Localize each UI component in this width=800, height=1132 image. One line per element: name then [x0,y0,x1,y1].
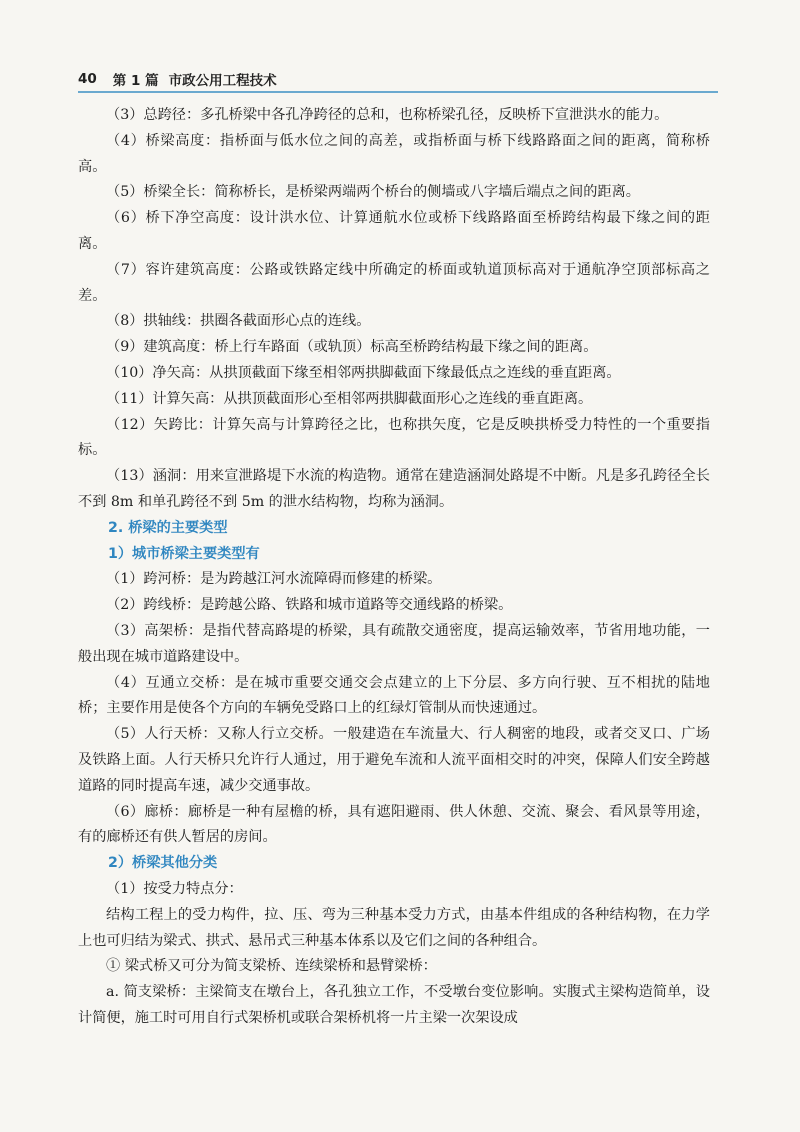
paragraph: 结构工程上的受力构件，拉、压、弯为三种基本受力方式，由基本件组成的各种结构物，在力学上也可归结为梁式、拱式、悬吊式三种基本体系以及它们之间的各种组合。 [78,906,710,949]
body-text [78,103,710,1032]
paragraph: （3）总跨径：多孔桥梁中各孔净跨径的总和，也称桥梁孔径，反映桥下宣泄洪水的能力。 [106,107,669,123]
paragraph: （13）涵洞：用来宣泄路堤下水流的构造物。通常在建造涵洞处路堤不中断。凡是多孔跨径全长不到 8m 和单孔跨径不到 5m 的泄水结构物，均称为涵洞。 [78,468,710,510]
header-rule [78,91,718,93]
page-number: 40 [78,71,97,87]
paragraph: （1）按受力特点分： [106,880,243,897]
subsection-heading: 2）桥梁其他分类 [108,855,218,872]
paragraph: （2）跨线桥：是跨越公路、铁路和城市道路等交通线路的桥梁。 [106,597,513,614]
section-title: 市政公用工程技术 [168,73,277,89]
paragraph: （1）跨河桥：是为跨越江河水流障碍而修建的桥梁。 [106,571,442,588]
section-heading: 2. 桥梁的主要类型 [108,519,228,536]
part-label: 第 1 篇 [112,73,159,89]
paragraph: （9）建筑高度：桥上行车路面（或轨顶）标高至桥跨结构最下缘之间的距离。 [106,339,598,356]
paragraph: （3）高架桥：是指代替高路堤的桥梁，具有疏散交通密度，提高运输效率，节省用地功能，一般出现在城市道路建设中。 [78,622,710,665]
paragraph: （4）桥梁高度：指桥面与低水位之间的高差，或指桥面与桥下线路路面之间的距离，简称桥高。 [78,132,710,175]
paragraph: （6）桥下净空高度：设计洪水位、计算通航水位或桥下线路路面至桥跨结构最下缘之间的距离。 [78,210,710,252]
paragraph: （11）计算矢高：从拱顶截面形心至相邻两拱脚截面形心之连线的垂直距离。 [106,390,593,407]
paragraph: a. 简支梁桥：主梁简支在墩台上，各孔独立工作，不受墩台变位影响。实腹式主梁构造简单，设计简便，施工时可用自行式架桥机或联合架桥机将一片主梁一次架设成 [78,984,710,1026]
paragraph: （12）矢跨比：计算矢高与计算跨径之比，也称拱矢度，它是反映拱桥受力特性的一个重要指标。 [78,416,710,459]
paragraph: （7）容许建筑高度：公路或铁路定线中所确定的桥面或轨道顶标高对于通航净空顶部标高之差。 [78,261,710,304]
paragraph: ① 梁式桥又可分为简支梁桥、连续梁桥和悬臂梁桥： [106,958,437,975]
paragraph: （10）净矢高：从拱顶截面下缘至相邻两拱脚截面下缘最低点之连线的垂直距离。 [106,364,621,381]
paragraph: （5）桥梁全长：简称桥长，是桥梁两端两个桥台的侧墙或八字墙后端点之间的距离。 [106,184,640,201]
paragraph: （8）拱轴线：拱圈各截面形心点的连线。 [106,313,371,330]
running-header [78,66,718,92]
subsection-heading: 1）城市桥梁主要类型有 [108,545,260,562]
paragraph: （4）互通立交桥：是在城市重要交通交会点建立的上下分层、多方向行驶、互不相扰的陆地桥；主要作用是使各个方向的车辆免受路口上的红绿灯管制从而快速通过。 [78,674,710,717]
paragraph: （6）廊桥：廊桥是一种有屋檐的桥，具有遮阳避雨、供人休憩、交流、聚会、看风景等用途，有的廊桥还有供人暂居的房间。 [78,803,710,846]
paragraph: （5）人行天桥：又称人行立交桥。一般建造在车流量大、行人稠密的地段，或者交叉口、广场及铁路上面。人行天桥只允许行人通过，用于避免车流和人流平面相交时的冲突，保障人们安全跨越道路的同时提高车速，减少交通事故。 [78,726,710,794]
